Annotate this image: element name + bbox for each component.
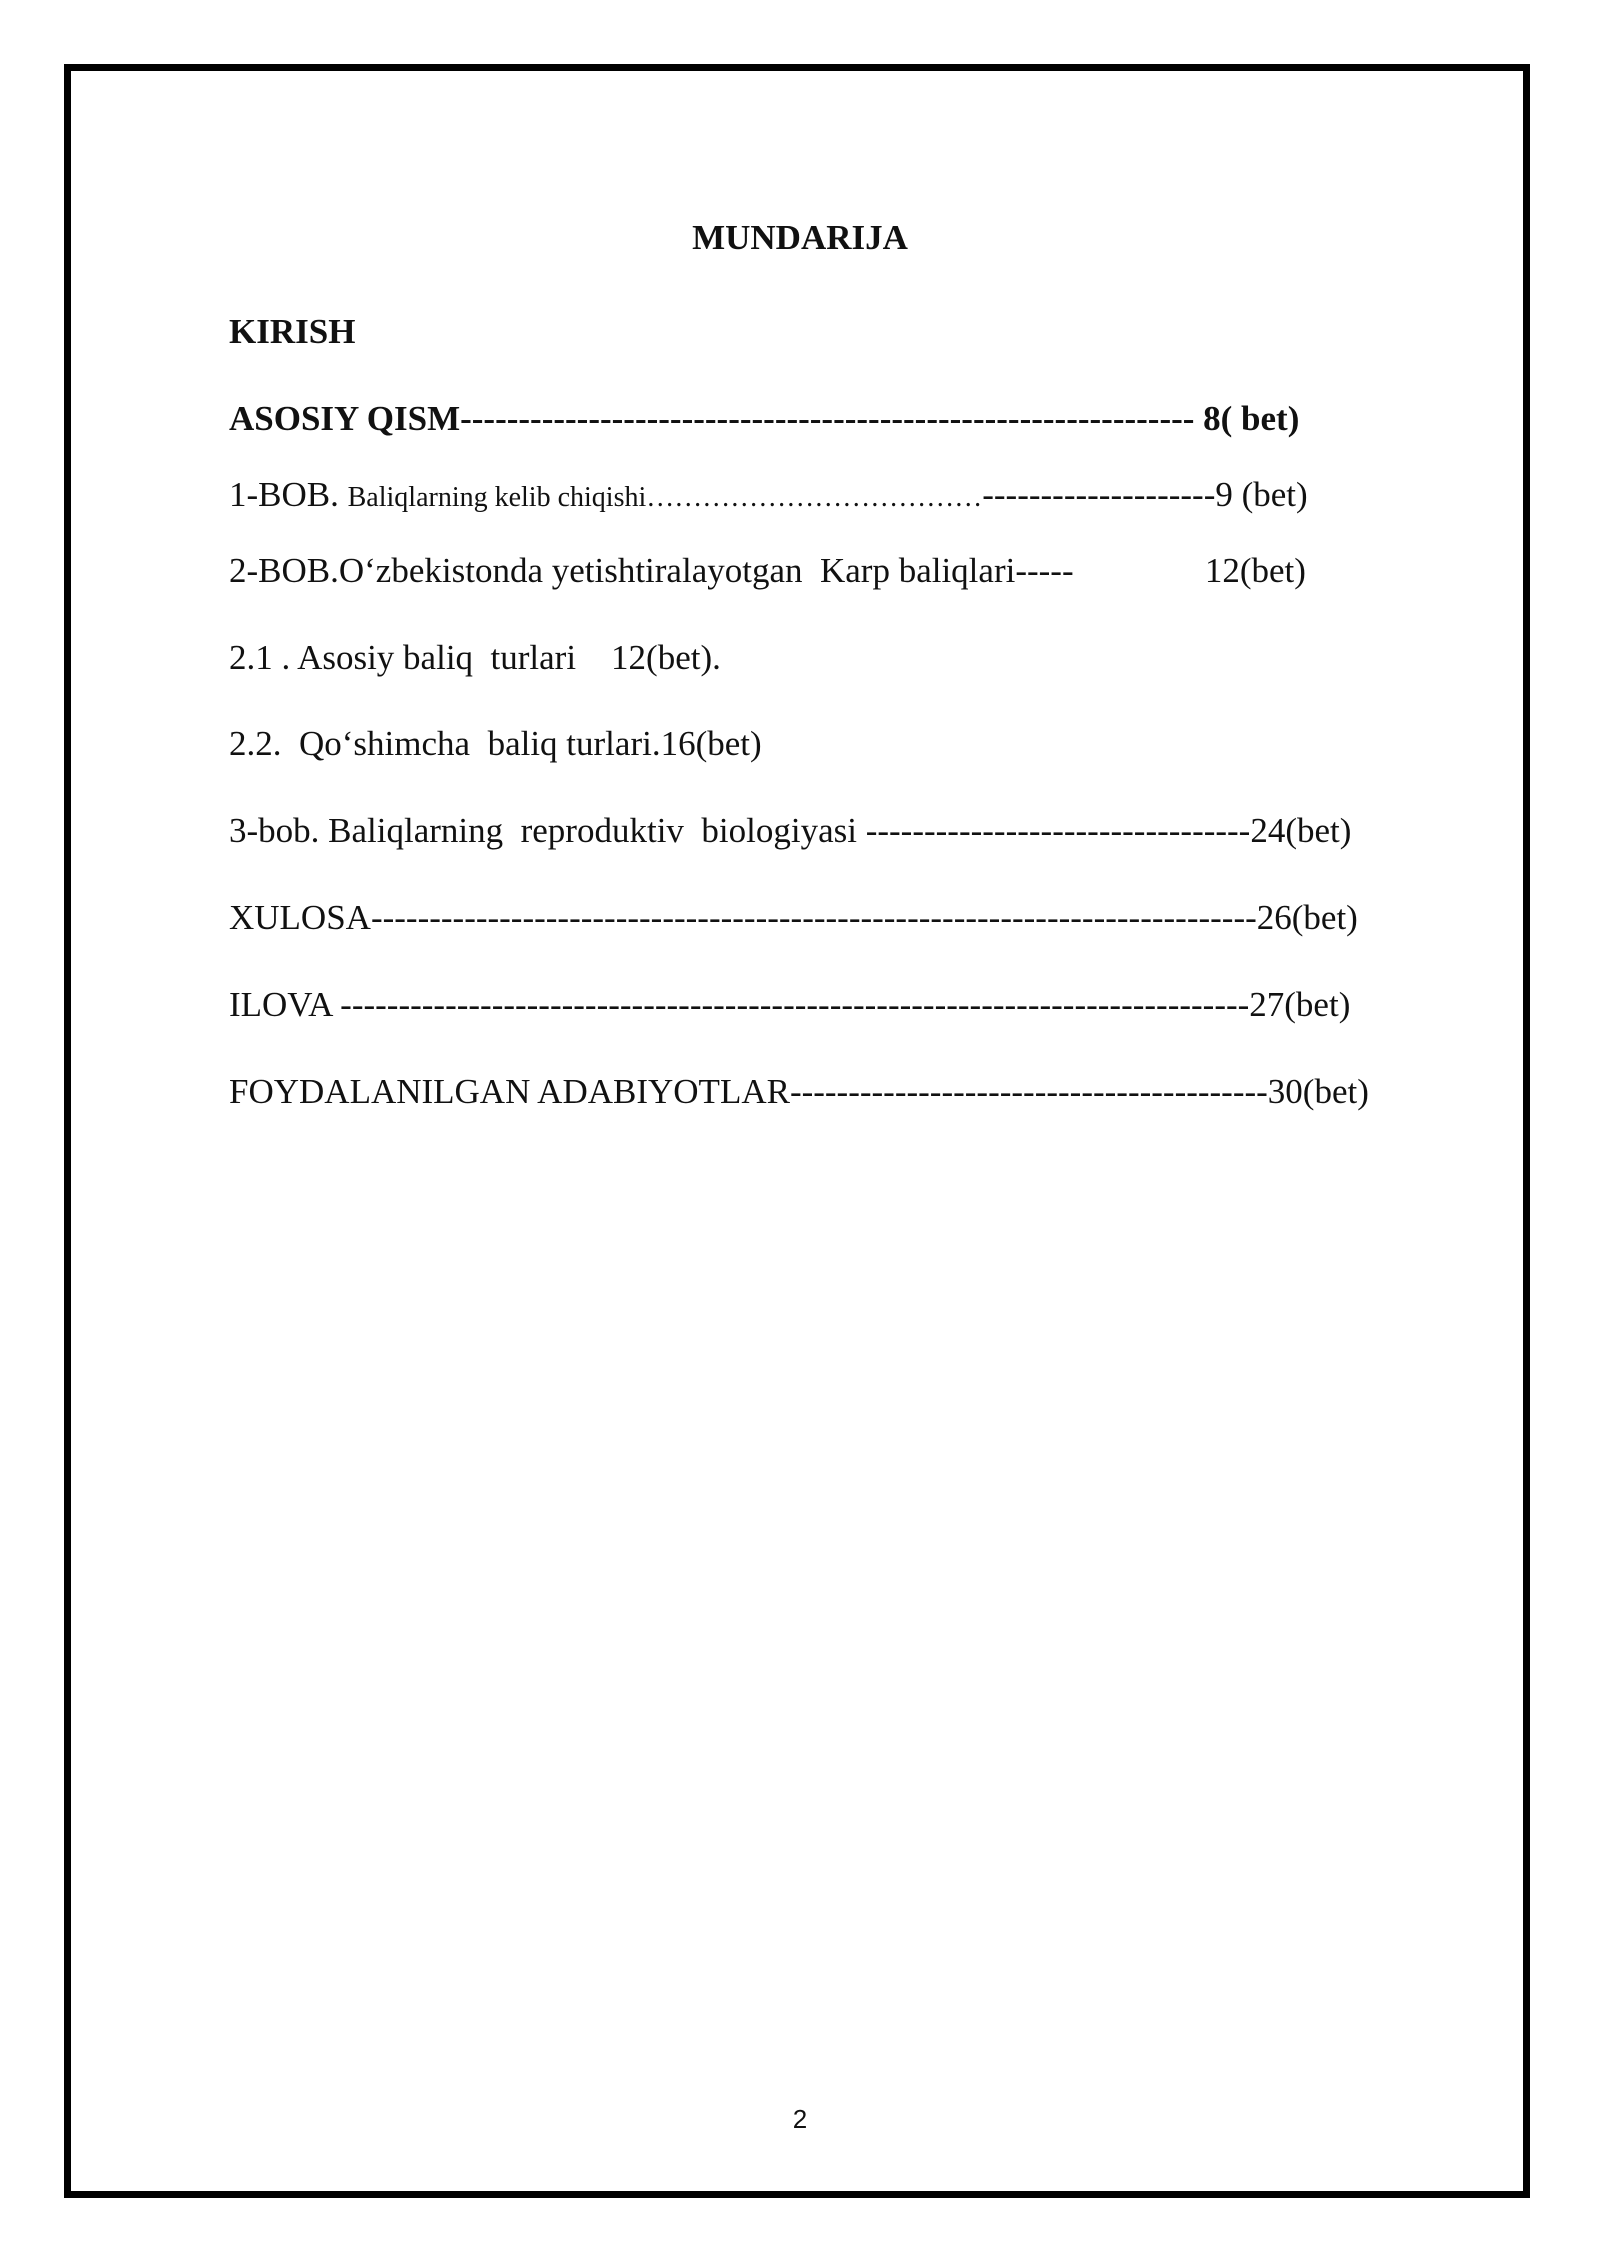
- toc-entry-section-2-1: 2.1 . Asosiy baliq turlari 12(bet).: [229, 638, 721, 677]
- toc-entry-bob-1: [229, 477, 1308, 512]
- page-border: [64, 64, 1530, 2198]
- toc-entry-kirish: KIRISH: [229, 312, 356, 351]
- toc-entry-adabiyotlar: FOYDALANILGAN ADABIYOTLAR-----------------------------------------30(bet): [229, 1072, 1369, 1111]
- toc-entry-bob-2: 2-BOB.O‘zbekistonda yetishtiralayotgan Karp baliqlari----- 12(bet): [229, 551, 1306, 590]
- toc-entry-bob-1-prefix: 1-BOB.: [229, 475, 348, 514]
- toc-entry-bob-1-title: Baliqlarning kelib chiqishi………………………………: [347, 482, 983, 513]
- toc-entry-asosiy-qism: ASOSIY QISM--------------------------------------------------------------- 8( bet): [229, 399, 1300, 438]
- toc-entry-bob-1-page: --------------------9 (bet): [982, 475, 1308, 514]
- page-title: MUNDARIJA: [692, 218, 908, 257]
- toc-entry-section-2-2: 2.2. Qo‘shimcha baliq turlari.16(bet): [229, 724, 762, 763]
- toc-entry-bob-3: 3-bob. Baliqlarning reproduktiv biologiyasi ---------------------------------24(bet): [229, 811, 1352, 850]
- toc-entry-ilova: ILOVA ------------------------------------------------------------------------------27(bet): [229, 985, 1351, 1024]
- toc-entry-xulosa: XULOSA----------------------------------------------------------------------------26(bet): [229, 898, 1358, 937]
- page-number: 2: [792, 2104, 808, 2134]
